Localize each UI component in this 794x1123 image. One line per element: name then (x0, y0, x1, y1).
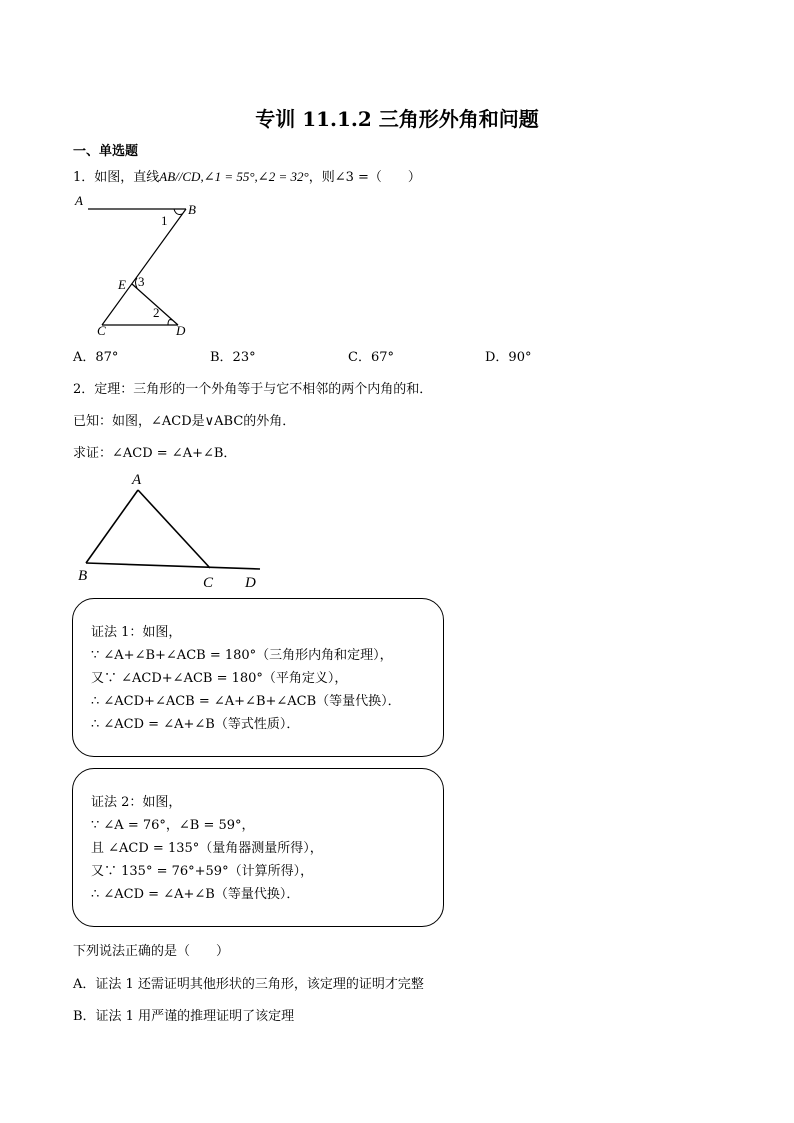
proof-1-line: ∴ ∠ACD+∠ACB = ∠A+∠B+∠ACB（等量代换）． (91, 694, 401, 709)
side-ac (138, 490, 210, 568)
label-3: 3 (138, 274, 145, 289)
q1-stem (73, 166, 421, 185)
proof-2-line: 且 ∠ACD = 135°（量角器测量所得）， (91, 841, 323, 856)
proof-2-line: 又∵ 135° = 76°+59°（计算所得）， (91, 864, 314, 879)
q2-theorem: 2．定理：三角形的一个外角等于与它不相邻的两个内角的和． (73, 382, 433, 397)
section-heading: 一、单选题 (73, 144, 139, 159)
proof-2-line: ∴ ∠ACD = ∠A+∠B（等量代换）． (91, 887, 300, 902)
q1-option-c[interactable]: C．67° (348, 350, 394, 365)
side-ab (86, 490, 138, 563)
label-1: 1 (161, 213, 168, 228)
page-title: 专训 11.1.2 三角形外角和问题 (255, 107, 539, 131)
angle-3-arc (136, 278, 138, 288)
proof-2-line: ∵ ∠A = 76°，∠B = 59°， (91, 818, 255, 833)
q2-choice-a[interactable]: A．证法 1 还需证明其他形状的三角形，该定理的证明才完整 (73, 977, 424, 992)
angle-2-arc (168, 320, 172, 325)
label-d: D (245, 575, 256, 591)
proof-1-line: ∵ ∠A+∠B+∠ACB = 180°（三角形内角和定理）， (91, 648, 393, 663)
proof-1-line: ∴ ∠ACD = ∠A+∠B（等式性质）． (91, 717, 300, 732)
label-a: A (132, 472, 142, 488)
angle-1-arc (174, 209, 182, 214)
proof-2-line: 证法 2：如图， (91, 795, 182, 810)
proof-1-line: 证法 1：如图， (91, 625, 182, 640)
q1-stem-post: ，则∠3 =（ ） (308, 170, 421, 185)
q1-stem-math: AB//CD,∠1 = 55°,∠2 = 32° (159, 169, 309, 184)
proof-2-box (72, 768, 444, 927)
q1-option-a[interactable]: A．87° (73, 350, 119, 365)
q2-known: 已知：如图，∠ACD是∨ABC的外角． (73, 414, 296, 429)
line-bc (102, 209, 186, 325)
line-bd (86, 563, 260, 569)
label-b: B (78, 568, 88, 584)
q2-choice-b[interactable]: B．证法 1 用严谨的推理证明了该定理 (73, 1009, 295, 1024)
q2-question: 下列说法正确的是（ ） (73, 944, 230, 959)
label-b: B (188, 202, 196, 217)
proof-1-box (72, 598, 444, 757)
q2-figure (70, 468, 270, 593)
q1-stem-pre: 1．如图，直线 (73, 170, 160, 185)
label-c: C (97, 323, 106, 337)
label-c: C (203, 575, 214, 591)
label-d: D (176, 323, 186, 337)
q1-option-b[interactable]: B．23° (210, 350, 256, 365)
label-2: 2 (153, 305, 160, 320)
q2-prove: 求证：∠ACD = ∠A+∠B． (73, 446, 237, 461)
label-a: A (75, 193, 83, 208)
q1-option-d[interactable]: D．90° (485, 350, 532, 365)
proof-1-line: 又∵ ∠ACD+∠ACB = 180°（平角定义）， (91, 671, 348, 686)
label-e: E (118, 277, 126, 292)
q1-figure (70, 192, 200, 337)
